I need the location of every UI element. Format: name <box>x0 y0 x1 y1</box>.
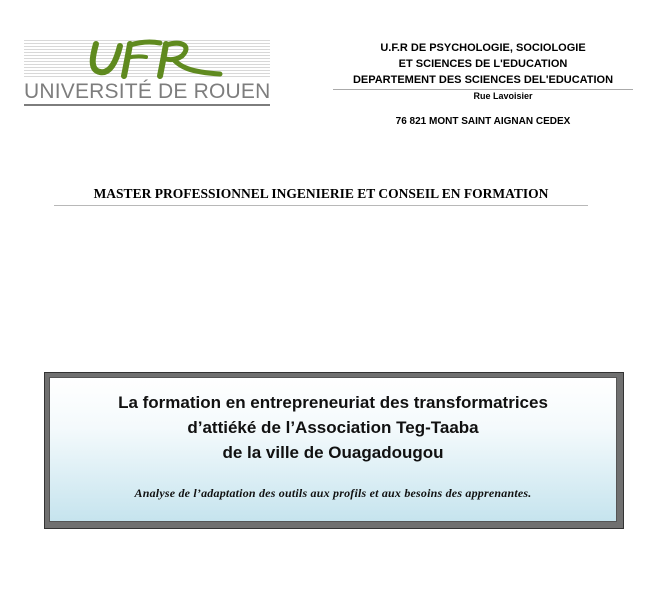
logo-underline <box>24 104 270 106</box>
address-street: Rue Lavoisier <box>473 91 533 101</box>
address-department: DEPARTEMENT DES SCIENCES DEL'EDUCATION <box>333 72 633 90</box>
thesis-title-line-2: d’attiéké de l’Association Teg-Taaba <box>187 418 479 437</box>
thesis-title-line-3: de la ville de Ouagadougou <box>222 443 444 462</box>
thesis-subtitle: Analyse de l’adaptation des outils aux profils et aux besoins des apprenantes. <box>134 486 532 500</box>
address-city: 76 821 MONT SAINT AIGNAN CEDEX <box>395 116 571 127</box>
thesis-title-box <box>44 372 624 529</box>
address-ufr: U.F.R DE PSYCHOLOGIE, SOCIOLOGIE <box>380 42 586 54</box>
program-title: MASTER PROFESSIONNEL INGENIERIE ET CONSEIL EN FORMATION <box>54 186 588 206</box>
university-name: UNIVERSITÉ DE ROUEN <box>24 80 271 103</box>
institution-address <box>333 40 633 130</box>
university-logo <box>24 40 270 106</box>
ufr-logo-mark <box>84 36 224 82</box>
address-sciences: ET SCIENCES DE L'EDUCATION <box>398 58 568 70</box>
thesis-title-line-1: La formation en entrepreneuriat des transformatrices <box>118 393 548 412</box>
thesis-title-panel <box>49 377 617 522</box>
